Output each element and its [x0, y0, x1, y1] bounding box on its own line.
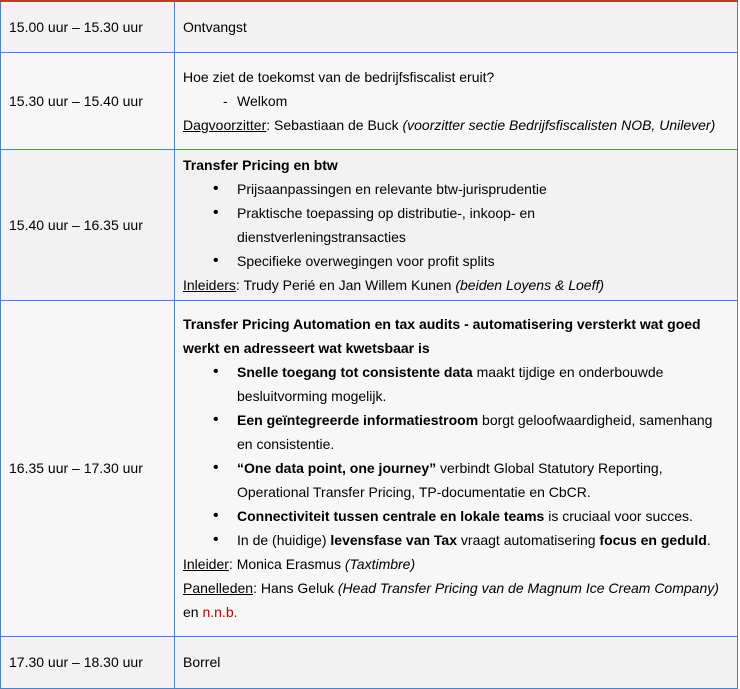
list-item: • Praktische toepassing op distributie-, inkoop- en dienstverleningstransacties [183, 201, 731, 249]
bullet-text: is cruciaal voor succes. [544, 508, 693, 524]
list-item: - Welkom [183, 89, 731, 113]
list-item: • Specifieke overwegingen voor profit splits [183, 249, 731, 273]
topic-list [183, 177, 731, 273]
list-item: • Prijsaanpassingen en relevante btw-jurisprudentie [183, 177, 731, 201]
list-item [183, 456, 731, 504]
table-row [1, 52, 738, 149]
bullet-text: . [706, 532, 711, 548]
conjunction: en [183, 604, 203, 620]
time-cell: 15.40 uur – 16.35 uur [1, 149, 175, 300]
bullet-text: maakt tijdige en onderbouwde besluitvorming mogelijk. [237, 364, 664, 404]
speaker-affiliation: (voorzitter sectie Bedrijfsfiscalisten NOB, Unilever) [402, 116, 716, 133]
speakers-line [183, 277, 604, 293]
speakers-line [183, 117, 715, 133]
session-cell [175, 149, 738, 300]
table-row [1, 636, 738, 688]
time-cell: 16.35 uur – 17.30 uur [1, 300, 175, 636]
item-list [183, 89, 731, 113]
time-cell: 15.30 uur – 15.40 uur [1, 52, 175, 149]
tbd-label: n.n.b. [202, 604, 238, 620]
session-title: Borrel [175, 636, 738, 688]
list-item [183, 360, 731, 408]
bullet-text: verbindt Global Statutory Reporting, Operational Transfer Pricing, TP-documentatie en CbCR. [237, 460, 663, 500]
speaker-affiliation: (beiden Loyens & Loeff) [455, 276, 605, 293]
session-cell [175, 300, 738, 636]
table-row [1, 1, 738, 52]
speaker-name: : Hans Geluk [253, 580, 338, 596]
session-title: Hoe ziet de toekomst van de bedrijfsfiscalist eruit? [183, 68, 495, 85]
bullet-emphasis: Een geïntegreerde informatiestroom [237, 412, 479, 428]
panel-line [183, 580, 719, 620]
speaker-affiliation: (Taxtimbre) [344, 556, 416, 572]
speaker-name: : Monica Erasmus [228, 556, 345, 572]
table-row [1, 149, 738, 300]
table-row [1, 300, 738, 636]
bullet-text: borgt geloofwaardigheid, samenhang en consistentie. [237, 412, 713, 452]
list-item [183, 504, 731, 528]
session-title: Transfer Pricing Automation en tax audits - automatisering versterkt wat goed werkt en adresseert wat kwetsbaar is [183, 316, 701, 356]
bullet-text: vraagt automatisering [457, 532, 600, 548]
time-cell: 15.00 uur – 15.30 uur [1, 1, 175, 52]
bullet-emphasis: Snelle toegang tot consistente data [237, 364, 473, 380]
bullet-emphasis: “One data point, one journey” [237, 460, 437, 476]
bullet-emphasis: focus en geduld [599, 532, 707, 548]
speakers-line [183, 552, 731, 576]
bullet-text: In de (huidige) [237, 532, 331, 548]
session-title: Ontvangst [175, 1, 738, 52]
speaker-name: : Trudy Perié en Jan Willem Kunen [235, 276, 456, 293]
topic-list [183, 360, 731, 552]
session-cell [175, 52, 738, 149]
bullet-emphasis: levensfase van Tax [330, 532, 458, 548]
role-label: Dagvoorzitter [183, 116, 267, 133]
role-label: Inleider [183, 556, 229, 572]
time-cell: 17.30 uur – 18.30 uur [1, 636, 175, 688]
bullet-emphasis: Connectiviteit tussen centrale en lokale teams [237, 508, 545, 524]
session-title: Transfer Pricing en btw [183, 156, 338, 173]
speaker-name: : Sebastiaan de Buck [266, 116, 403, 133]
list-item [183, 408, 731, 456]
list-item [183, 528, 731, 552]
speaker-affiliation: (Head Transfer Pricing van de Magnum Ice Cream Company) [337, 580, 719, 596]
role-label: Inleiders [183, 276, 236, 293]
role-label: Panelleden [183, 580, 254, 596]
